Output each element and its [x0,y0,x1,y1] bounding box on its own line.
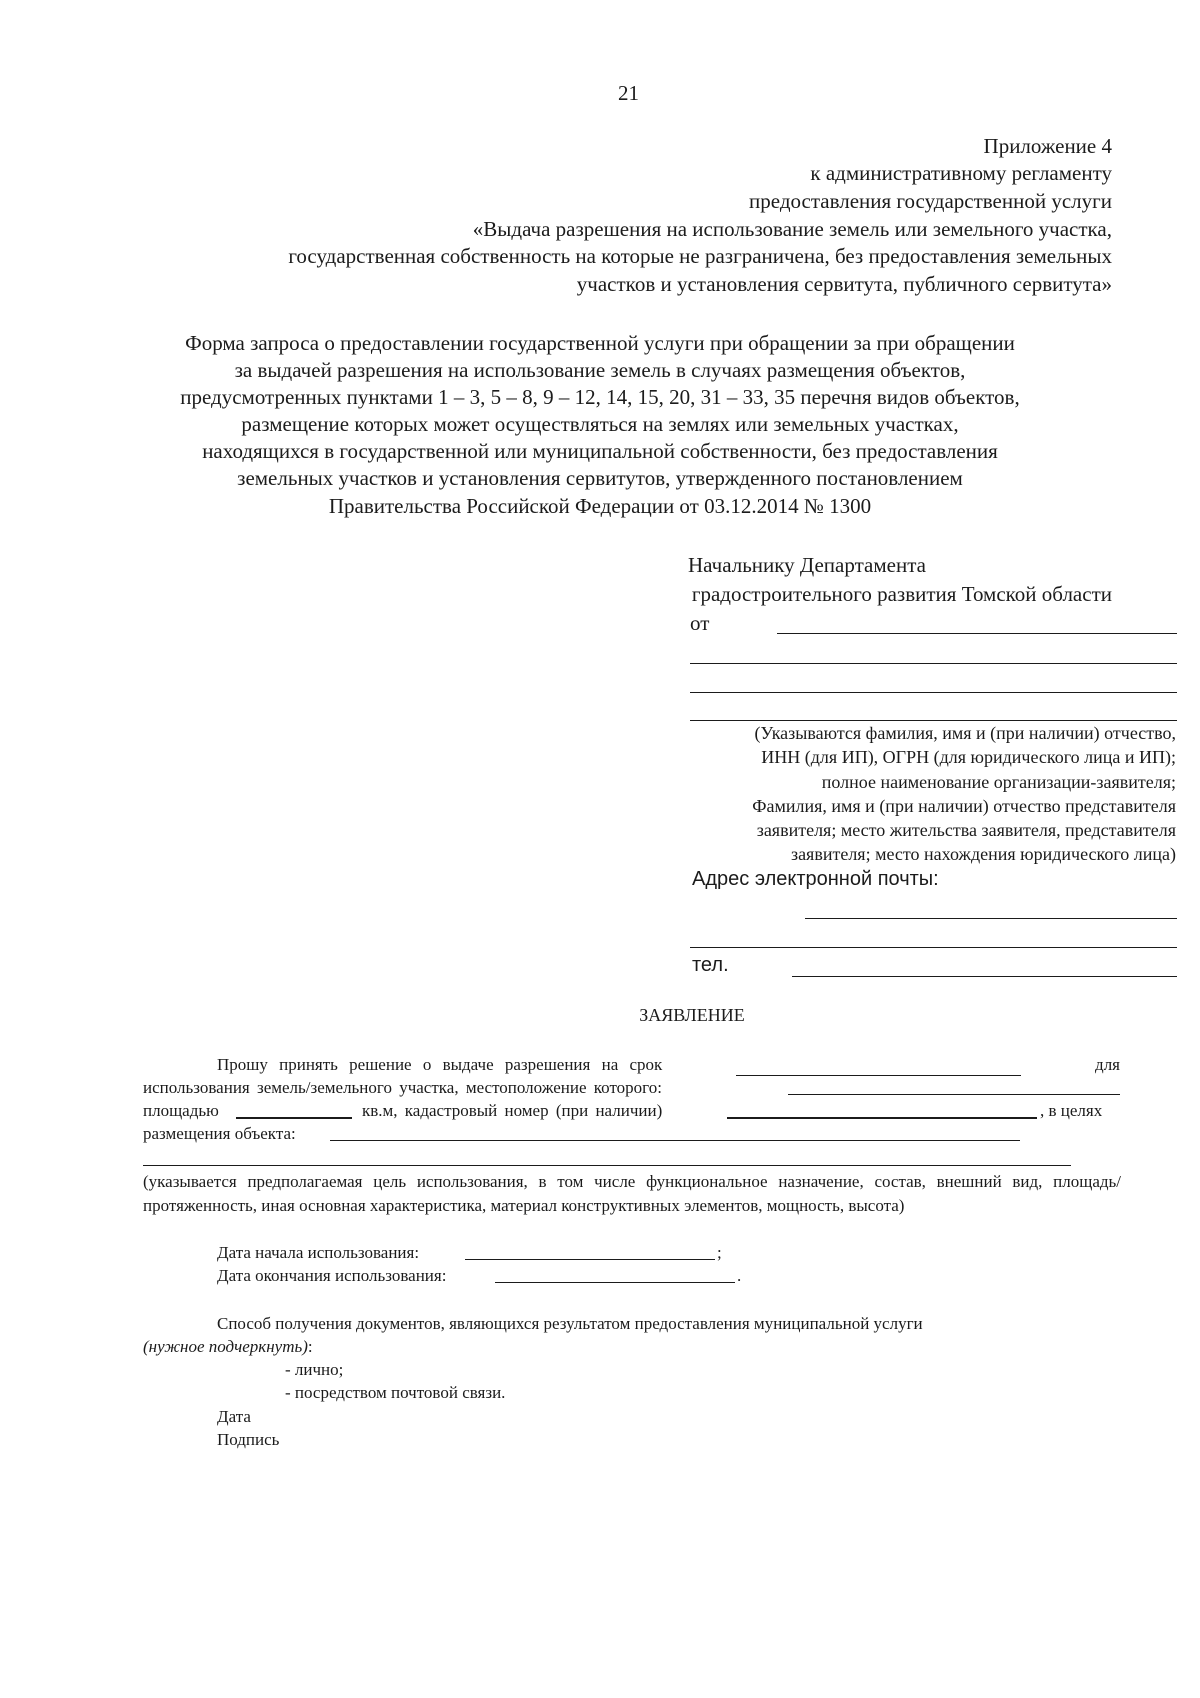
form-title-line: за выдачей разрешения на использование земель в случаях размещения объектов, [234,358,966,382]
option-by-post[interactable]: - посредством почтовой связи. [285,1383,506,1402]
term-field[interactable] [736,1059,1021,1076]
appendix-line: к административному регламенту [810,161,1112,185]
from-field-line[interactable] [777,633,1177,634]
object-field-line[interactable] [330,1140,1020,1141]
applicant-hint-line: полное наименование организации-заявителя; [821,772,1176,792]
option-in-person[interactable]: - лично; [285,1360,344,1379]
email-field-line-2[interactable] [690,947,1177,948]
applicant-hint-line: Фамилия, имя и (при наличии) отчество представителя [752,796,1176,816]
phone-field-line[interactable] [792,976,1177,977]
start-date-end: ; [717,1243,722,1262]
applicant-field-line[interactable] [690,720,1177,721]
applicant-hint-line: заявителя; место нахождения юридического лица) [790,844,1176,864]
form-title-line: размещение которых может осуществляться на землях или земельных участках, [241,412,959,436]
applicant-field-line[interactable] [690,663,1177,664]
object-field-line-2[interactable] [143,1165,1071,1166]
request-for: для [1095,1055,1120,1074]
method-hint: (нужное подчеркнуть) [143,1337,308,1356]
addressee-line1: Начальнику Департамента [688,553,926,577]
request-line-1 [217,1054,1120,1076]
appendix-line: государственная собственность на которые не разграничена, без предоставления земельных [288,244,1112,268]
request-text: Прошу принять решение о выдаче разрешения на срок [217,1055,663,1074]
end-date-field[interactable] [495,1282,735,1283]
statement-title: ЗАЯВЛЕНИЕ [639,1005,745,1025]
method-label: Способ получения документов, являющихся результатом предоставления муниципальной услуги [217,1314,923,1333]
appendix-number: Приложение 4 [983,134,1112,158]
cadastral-field-line[interactable] [727,1117,1037,1119]
location-label: использования земель/земельного участка, местоположение которого: [143,1078,662,1097]
addressee-line2: градостроительного развития Томской области [691,582,1112,606]
email-label: Адрес электронной почты: [692,868,939,890]
form-title-line: находящихся в государственной или муниципальной собственности, без предоставления [202,439,998,463]
applicant-hint-line: (Указываются фамилия, имя и (при наличии) отчество, [754,723,1176,743]
start-date-field[interactable] [465,1259,715,1260]
area-field-line[interactable] [236,1117,352,1119]
cadastral-label: кв.м, кадастровый номер (при наличии) [362,1101,663,1120]
appendix-line: предоставления государственной услуги [749,189,1112,213]
applicant-hint-line: заявителя; место жительства заявителя, представителя [756,820,1176,840]
area-label: площадью [143,1101,219,1120]
object-placement-label: размещения объекта: [143,1124,296,1143]
purpose-in-order: , в целях [1040,1101,1103,1120]
appendix-line: участков и установления сервитута, публичного сервитута» [576,272,1112,296]
form-title-line: предусмотренных пунктами 1 – 3, 5 – 8, 9 – 12, 14, 15, 20, 31 – 33, 35 перечня видов объектов, [180,385,1020,409]
phone-label: тел. [692,954,729,976]
method-hint-colon: : [307,1337,313,1356]
appendix-line: «Выдача разрешения на использование земель или земельного участка, [472,217,1112,241]
page-number: 21 [618,81,639,105]
method-hint-wrap [143,1336,313,1358]
email-field-line[interactable] [805,918,1177,919]
end-date-end: . [737,1266,742,1285]
location-field-line[interactable] [788,1094,1120,1095]
form-title-line: Правительства Российской Федерации от 03.12.2014 № 1300 [328,494,872,518]
applicant-hint-line: ИНН (для ИП), ОГРН (для юридического лица и ИП); [761,747,1176,767]
purpose-hint: (указывается предполагаемая цель использования, в том числе функциональное назначение, состав, внешний вид, площадь/протяженность, иная основная характеристика, материал конструктивных элементов, мощность, высота) [143,1172,1121,1215]
from-label: от [690,611,710,635]
end-date-label: Дата окончания использования: [217,1266,447,1285]
signature-label: Подпись [217,1430,280,1449]
applicant-field-line[interactable] [690,692,1177,693]
date-label: Дата [217,1407,251,1426]
form-title-line: земельных участков и установления сервитутов, утвержденного постановлением [237,466,963,490]
start-date-label: Дата начала использования: [217,1243,420,1262]
form-title-line: Форма запроса о предоставлении государственной услуги при обращении за при обращении [185,331,1015,355]
